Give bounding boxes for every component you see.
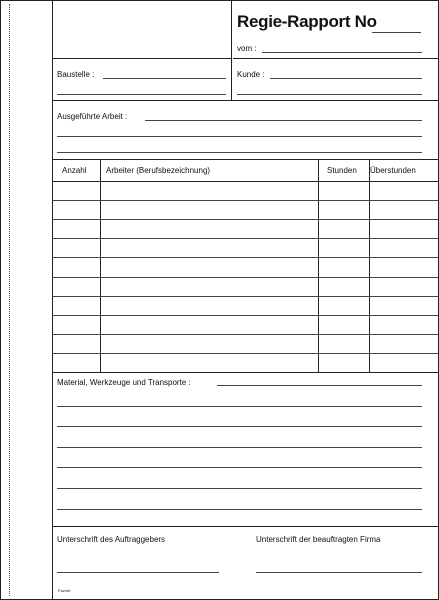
work-field-line2[interactable] bbox=[57, 136, 422, 137]
header-right-rule bbox=[233, 58, 438, 59]
material-line[interactable] bbox=[57, 406, 422, 407]
kunde-field[interactable] bbox=[270, 78, 422, 79]
table-col-divider-2 bbox=[318, 159, 319, 372]
work-label: Ausgeführte Arbeit : bbox=[57, 112, 128, 121]
vom-field[interactable] bbox=[262, 52, 422, 53]
header-left-rule bbox=[52, 58, 231, 59]
client-signature-line[interactable] bbox=[57, 572, 219, 573]
table-row[interactable] bbox=[52, 219, 438, 220]
table-top-rule bbox=[52, 159, 438, 160]
material-label: Material, Werkzeuge und Transporte : bbox=[57, 378, 191, 387]
material-line[interactable] bbox=[57, 426, 422, 427]
table-row[interactable] bbox=[52, 334, 438, 335]
baustelle-field[interactable] bbox=[103, 78, 226, 79]
form-title: Regie-Rapport No bbox=[237, 12, 377, 31]
table-row[interactable] bbox=[52, 238, 438, 239]
contractor-signature-line[interactable] bbox=[256, 572, 422, 573]
material-line[interactable] bbox=[57, 467, 422, 468]
brand-mark: Favorit bbox=[58, 588, 71, 593]
table-col-divider-1 bbox=[100, 159, 101, 372]
report-number-line[interactable] bbox=[372, 32, 421, 33]
baustelle-field-line2[interactable] bbox=[57, 94, 226, 95]
col-header-arbeiter: Arbeiter (Berufsbezeichnung) bbox=[106, 166, 211, 175]
table-row[interactable] bbox=[52, 353, 438, 354]
col-header-stunden: Stunden bbox=[327, 166, 357, 175]
material-field[interactable] bbox=[217, 385, 422, 386]
perforation-line bbox=[9, 4, 10, 596]
client-signature-label: Unterschrift des Auftraggebers bbox=[57, 535, 166, 544]
signature-top-rule bbox=[52, 526, 438, 527]
kunde-label: Kunde : bbox=[237, 70, 265, 79]
baustelle-label: Baustelle : bbox=[57, 70, 95, 79]
table-header-rule bbox=[52, 181, 438, 182]
table-col-divider-3 bbox=[369, 159, 370, 372]
table-row[interactable] bbox=[52, 277, 438, 278]
header-bottom-rule bbox=[52, 100, 438, 101]
table-row[interactable] bbox=[52, 257, 438, 258]
material-line[interactable] bbox=[57, 488, 422, 489]
work-field-line3[interactable] bbox=[57, 152, 422, 153]
binding-margin-line bbox=[52, 0, 53, 600]
table-bottom-rule bbox=[52, 372, 438, 373]
table-row[interactable] bbox=[52, 296, 438, 297]
col-header-anzahl: Anzahl bbox=[62, 166, 87, 175]
material-line[interactable] bbox=[57, 447, 422, 448]
col-header-ueberstunden: Überstunden bbox=[370, 166, 416, 175]
table-row[interactable] bbox=[52, 315, 438, 316]
material-line[interactable] bbox=[57, 509, 422, 510]
kunde-field-line2[interactable] bbox=[237, 94, 422, 95]
work-field[interactable] bbox=[145, 120, 422, 121]
header-divider bbox=[231, 0, 232, 100]
vom-label: vom : bbox=[237, 44, 257, 53]
contractor-signature-label: Unterschrift der beauftragten Firma bbox=[256, 535, 381, 544]
table-row[interactable] bbox=[52, 200, 438, 201]
